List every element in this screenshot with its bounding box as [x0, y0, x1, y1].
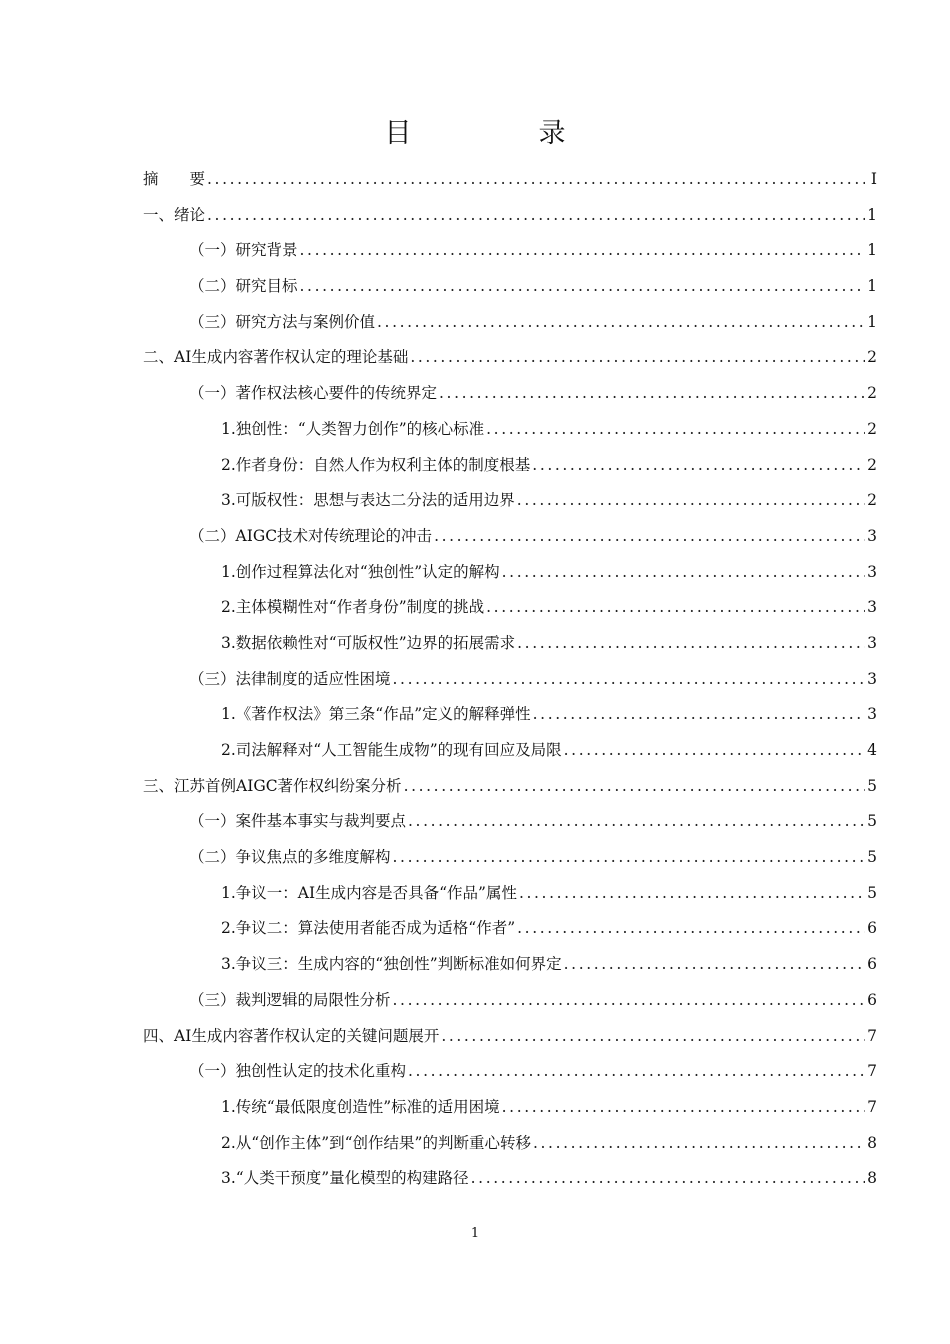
- dot-leader: [486, 590, 865, 626]
- toc-entry-label: （一）研究背景: [189, 241, 298, 260]
- toc-entry[interactable]: [143, 804, 877, 840]
- toc-entry-page-number: 5: [867, 883, 877, 902]
- toc-entry[interactable]: [143, 876, 877, 912]
- toc-entry-label: 四、AI生成内容著作权认定的关键问题展开: [143, 1026, 440, 1045]
- toc-entry[interactable]: [143, 840, 877, 876]
- page-footer-number: 1: [470, 1226, 480, 1241]
- toc-entry-page-number: 7: [867, 1097, 877, 1116]
- toc-entry-label: （三）研究方法与案例价值: [189, 312, 376, 331]
- toc-entry-page-number: 3: [867, 562, 877, 581]
- toc-entry[interactable]: [143, 162, 877, 198]
- toc-entry-label: （二）研究目标: [189, 277, 298, 296]
- toc-entry[interactable]: [143, 626, 877, 662]
- dot-leader: [517, 483, 865, 519]
- toc-entry-label: 2.争议二：算法使用者能否成为适格“作者”: [221, 919, 516, 938]
- toc-entry-page-number: 3: [867, 598, 877, 617]
- dot-leader: [517, 626, 865, 662]
- toc-entry[interactable]: [143, 1090, 877, 1126]
- toc-entry-page-number: 2: [867, 455, 877, 474]
- table-of-contents: [143, 162, 877, 1197]
- toc-entry-label: 1.传统“最低限度创造性”标准的适用困境: [221, 1097, 500, 1116]
- toc-entry[interactable]: [143, 412, 877, 448]
- toc-entry-page-number: 2: [867, 348, 877, 367]
- toc-entry[interactable]: [143, 733, 877, 769]
- dot-leader: [564, 947, 865, 983]
- dot-leader: [502, 555, 865, 591]
- toc-entry-label: 3.数据依赖性对“可版权性”边界的拓展需求: [221, 633, 516, 652]
- toc-entry-label: 1.创作过程算法化对“独创性”认定的解构: [221, 562, 500, 581]
- dot-leader: [410, 340, 865, 376]
- toc-entry[interactable]: [143, 340, 877, 376]
- toc-entry-page-number: 2: [867, 491, 877, 510]
- toc-entry[interactable]: [143, 983, 877, 1019]
- dot-leader: [434, 519, 865, 555]
- toc-entry-label: （一）案件基本事实与裁判要点: [189, 812, 407, 831]
- toc-entry-page-number: 1: [867, 205, 877, 224]
- dot-leader: [533, 697, 865, 733]
- dot-leader: [502, 1090, 865, 1126]
- toc-entry-label: （二）AIGC技术对传统理论的冲击: [189, 526, 433, 545]
- toc-entry[interactable]: [143, 376, 877, 412]
- dot-leader: [408, 1054, 865, 1090]
- dot-leader: [532, 448, 865, 484]
- dot-leader: [564, 733, 865, 769]
- toc-entry-page-number: I: [870, 170, 877, 188]
- toc-entry-label: （三）法律制度的适应性困境: [189, 669, 391, 688]
- toc-entry[interactable]: [143, 198, 877, 234]
- dot-leader: [207, 162, 865, 198]
- toc-entry-page-number: 5: [867, 848, 877, 867]
- dot-leader: [377, 305, 865, 341]
- dot-leader: [486, 412, 865, 448]
- toc-entry-label: 1.独创性：“人类智力创作”的核心标准: [221, 419, 485, 438]
- toc-entry-label: （三）裁判逻辑的局限性分析: [189, 990, 391, 1009]
- toc-entry-label: 二、AI生成内容著作权认定的理论基础: [143, 348, 409, 367]
- toc-entry[interactable]: [143, 1019, 877, 1055]
- dot-leader: [393, 983, 865, 1019]
- toc-entry-label: 一、绪论: [143, 205, 206, 224]
- toc-entry[interactable]: [143, 233, 877, 269]
- toc-entry-page-number: 3: [867, 526, 877, 545]
- toc-entry[interactable]: [143, 269, 877, 305]
- toc-entry[interactable]: [143, 448, 877, 484]
- toc-entry[interactable]: [143, 305, 877, 341]
- dot-leader: [207, 198, 865, 234]
- toc-entry-page-number: 4: [867, 741, 877, 759]
- toc-entry-page-number: 5: [867, 776, 877, 795]
- toc-entry-page-number: 1: [867, 277, 877, 296]
- toc-entry-page-number: 2: [867, 384, 877, 403]
- toc-entry-page-number: 8: [867, 1169, 877, 1188]
- toc-entry-label: 2.作者身份：自然人作为权利主体的制度根基: [221, 455, 531, 474]
- toc-entry-label: 1.《著作权法》第三条“作品”定义的解释弹性: [221, 705, 531, 724]
- toc-entry-label: 3.“人类干预度”量化模型的构建路径: [221, 1169, 469, 1188]
- toc-entry-page-number: 8: [867, 1133, 877, 1152]
- toc-entry-page-number: 3: [867, 633, 877, 652]
- dot-leader: [393, 662, 865, 698]
- toc-entry-page-number: 3: [867, 669, 877, 688]
- toc-entry-page-number: 6: [867, 955, 877, 974]
- toc-entry-page-number: 1: [867, 241, 877, 260]
- toc-entry-page-number: 1: [867, 312, 877, 331]
- dot-leader: [519, 876, 865, 912]
- dot-leader: [300, 233, 865, 269]
- toc-entry[interactable]: [143, 1054, 877, 1090]
- toc-entry-label: 三、江苏首例AIGC著作权纠纷案分析: [143, 776, 402, 795]
- toc-entry[interactable]: [143, 697, 877, 733]
- toc-entry[interactable]: [143, 911, 877, 947]
- toc-entry[interactable]: [143, 1126, 877, 1162]
- dot-leader: [439, 376, 865, 412]
- dot-leader: [471, 1161, 865, 1197]
- toc-entry-label: 1.争议一：AI生成内容是否具备“作品”属性: [221, 883, 517, 902]
- toc-entry-label: （一）独创性认定的技术化重构: [189, 1062, 407, 1081]
- toc-entry-page-number: 5: [867, 812, 877, 831]
- dot-leader: [408, 804, 865, 840]
- toc-entry[interactable]: [143, 662, 877, 698]
- dot-leader: [393, 840, 865, 876]
- toc-entry-label: 2.主体模糊性对“作者身份”制度的挑战: [221, 598, 485, 617]
- toc-entry-label: 3.可版权性：思想与表达二分法的适用边界: [221, 491, 515, 510]
- toc-entry[interactable]: [143, 947, 877, 983]
- toc-entry-page-number: 6: [867, 919, 877, 938]
- toc-entry-label: （一）著作权法核心要件的传统界定: [189, 384, 438, 403]
- toc-entry-page-number: 2: [867, 419, 877, 438]
- toc-entry-label: 3.争议三：生成内容的“独创性”判断标准如何界定: [221, 955, 562, 974]
- dot-leader: [533, 1126, 865, 1162]
- toc-entry[interactable]: [143, 769, 877, 805]
- toc-entry[interactable]: [143, 555, 877, 591]
- toc-entry-label: 2.司法解释对“人工智能生成物”的现有回应及局限: [221, 741, 562, 759]
- toc-entry-page-number: 6: [867, 990, 877, 1009]
- dot-leader: [517, 911, 865, 947]
- toc-entry[interactable]: [143, 519, 877, 555]
- toc-entry-label: （二）争议焦点的多维度解构: [189, 848, 391, 867]
- toc-entry-page-number: 7: [867, 1026, 877, 1045]
- toc-entry-page-number: 3: [867, 705, 877, 724]
- dot-leader: [300, 269, 865, 305]
- toc-entry-label: 摘 要: [143, 170, 206, 188]
- toc-entry[interactable]: [143, 483, 877, 519]
- dot-leader: [404, 769, 865, 805]
- dot-leader: [441, 1019, 865, 1055]
- toc-title: 目 录: [384, 118, 616, 149]
- toc-entry[interactable]: [143, 1161, 877, 1197]
- toc-entry-page-number: 7: [867, 1062, 877, 1081]
- toc-entry-label: 2.从“创作主体”到“创作结果”的判断重心转移: [221, 1133, 531, 1152]
- toc-entry[interactable]: [143, 590, 877, 626]
